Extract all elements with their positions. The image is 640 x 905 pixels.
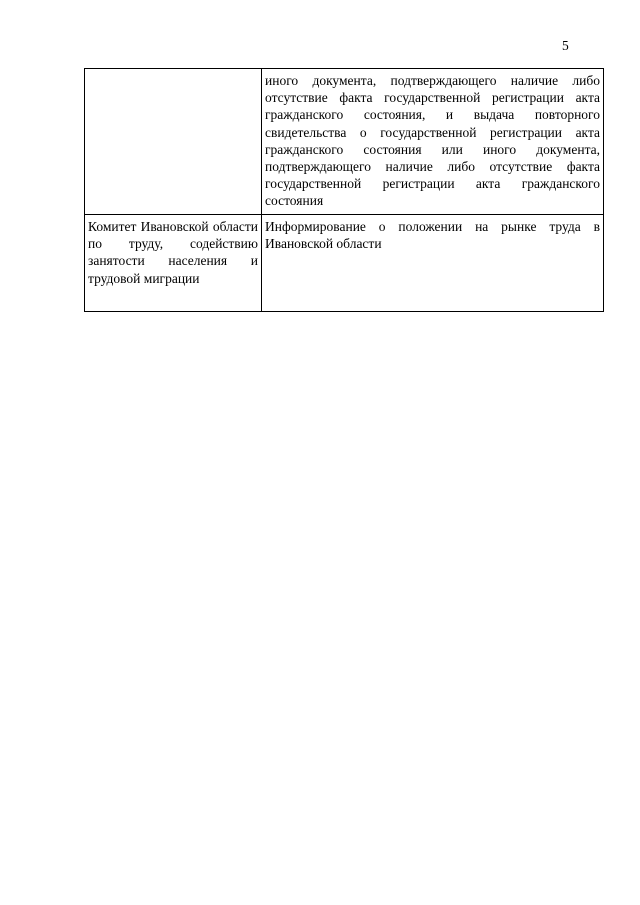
organization-cell: Комитет Ивановской области по труду, содействию занятости населения и трудовой миграции (85, 215, 262, 312)
organization-cell (85, 69, 262, 215)
document-table (84, 68, 604, 312)
table-row (85, 215, 604, 312)
page-number: 5 (562, 38, 569, 53)
table-row (85, 69, 604, 215)
information-cell: иного документа, подтверждающего наличие либо отсутствие факта государственной регистрации акта гражданского состояния, и выдача повторного свидетельства о государственной регистрации акта гражданского состояния или иного документа, подтверждающего наличие либо отсутствие факта государственной регистрации акта гражданского состояния (262, 69, 604, 215)
information-cell: Информирование о положении на рынке труда в Ивановской области (262, 215, 604, 312)
